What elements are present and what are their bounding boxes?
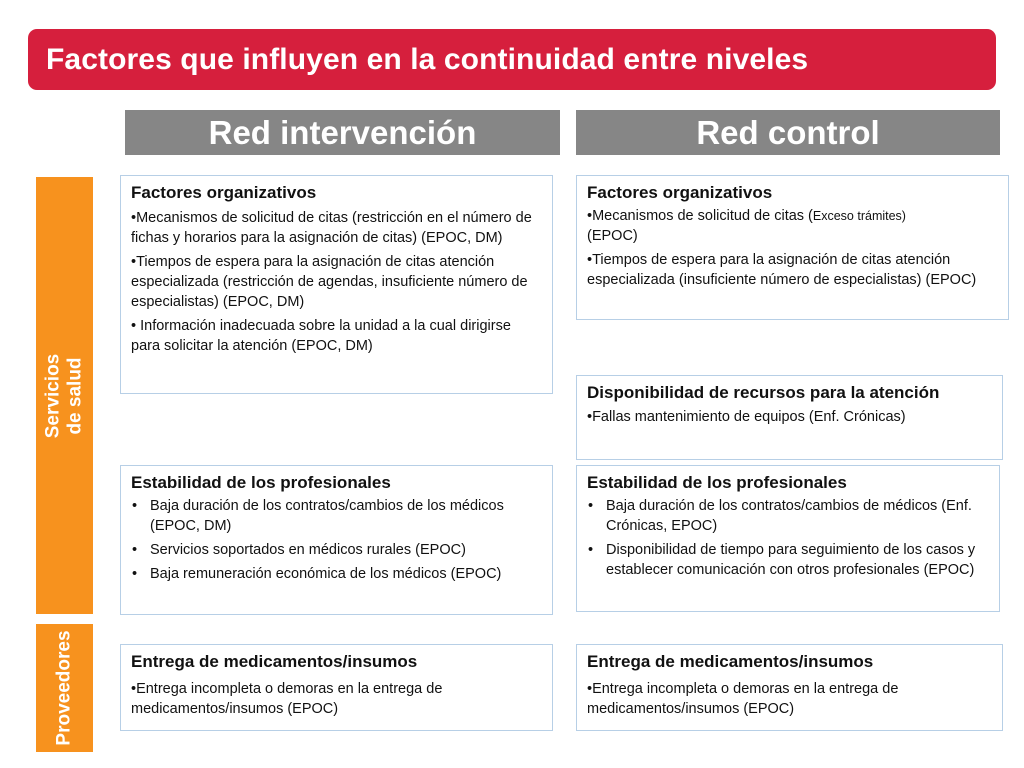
list-item: •Tiempos de espera para la asignación de citas atención especializada (restricción de agendas, insuficiente número de especialistas) (EPOC, DM) bbox=[131, 254, 528, 310]
list-item: •Mecanismos de solicitud de citas (restricción en el número de fichas y horarios para la asignación de citas) (EPOC, DM) bbox=[131, 210, 532, 246]
control-resources-box bbox=[576, 375, 1003, 460]
list-item: • Información inadecuada sobre la unidad a la cual dirigirse para solicitar la atención (EPOC, DM) bbox=[131, 318, 511, 354]
control-stability-box bbox=[576, 465, 1000, 612]
side-label-services bbox=[36, 177, 93, 614]
box-title: Entrega de medicamentos/insumos bbox=[587, 652, 874, 671]
list-item: • Baja remuneración económica de los médicos (EPOC) bbox=[131, 564, 542, 584]
box-title: Factores organizativos bbox=[587, 183, 773, 202]
box-title: Entrega de medicamentos/insumos bbox=[131, 652, 418, 671]
intervention-supply-box bbox=[120, 644, 553, 731]
list-item: •Entrega incompleta o demoras en la entrega de medicamentos/insumos (EPOC) bbox=[131, 681, 443, 717]
list-item: • Baja duración de los contratos/cambios de los médicos (EPOC, DM) bbox=[131, 496, 542, 536]
list-item-suffix: (EPOC) bbox=[587, 228, 638, 244]
slide-title: Factores que influyen en la continuidad entre niveles bbox=[28, 29, 996, 90]
box-title: Factores organizativos bbox=[131, 183, 317, 202]
side-label-services-text: Servicios de salud bbox=[42, 353, 86, 438]
list-item-text: •Mecanismos de solicitud de citas ( bbox=[587, 208, 813, 224]
column-header-control: Red control bbox=[576, 110, 1000, 155]
list-item: • Baja duración de los contratos/cambios de médicos (Enf. Crónicas, EPOC) bbox=[587, 496, 989, 536]
list-item: • Disponibilidad de tiempo para seguimiento de los casos y establecer comunicación con otros profesionales (EPOC) bbox=[587, 540, 989, 580]
column-header-intervention: Red intervención bbox=[125, 110, 560, 155]
list-item: • Servicios soportados en médicos rurales (EPOC) bbox=[131, 540, 542, 560]
bullet-list bbox=[587, 496, 989, 580]
control-supply-box bbox=[576, 644, 1003, 731]
list-item: •Entrega incompleta o demoras en la entrega de medicamentos/insumos (EPOC) bbox=[587, 681, 899, 717]
list-item-small-text: Exceso trámites) bbox=[812, 209, 906, 223]
list-item: •Fallas mantenimiento de equipos (Enf. Crónicas) bbox=[587, 409, 906, 425]
side-label-providers bbox=[36, 624, 93, 752]
intervention-org-box bbox=[120, 175, 553, 394]
box-title: Estabilidad de los profesionales bbox=[587, 473, 847, 492]
side-label-providers-text: Proveedores bbox=[53, 630, 75, 746]
control-org-box bbox=[576, 175, 1009, 320]
list-item: •Tiempos de espera para la asignación de citas atención especializada (insuficiente número de especialistas) (EPOC) bbox=[587, 252, 977, 288]
list-item bbox=[587, 206, 998, 246]
box-title: Disponibilidad de recursos para la atención bbox=[587, 383, 940, 402]
intervention-stability-box bbox=[120, 465, 553, 615]
box-title: Estabilidad de los profesionales bbox=[131, 473, 391, 492]
bullet-list bbox=[131, 496, 542, 584]
